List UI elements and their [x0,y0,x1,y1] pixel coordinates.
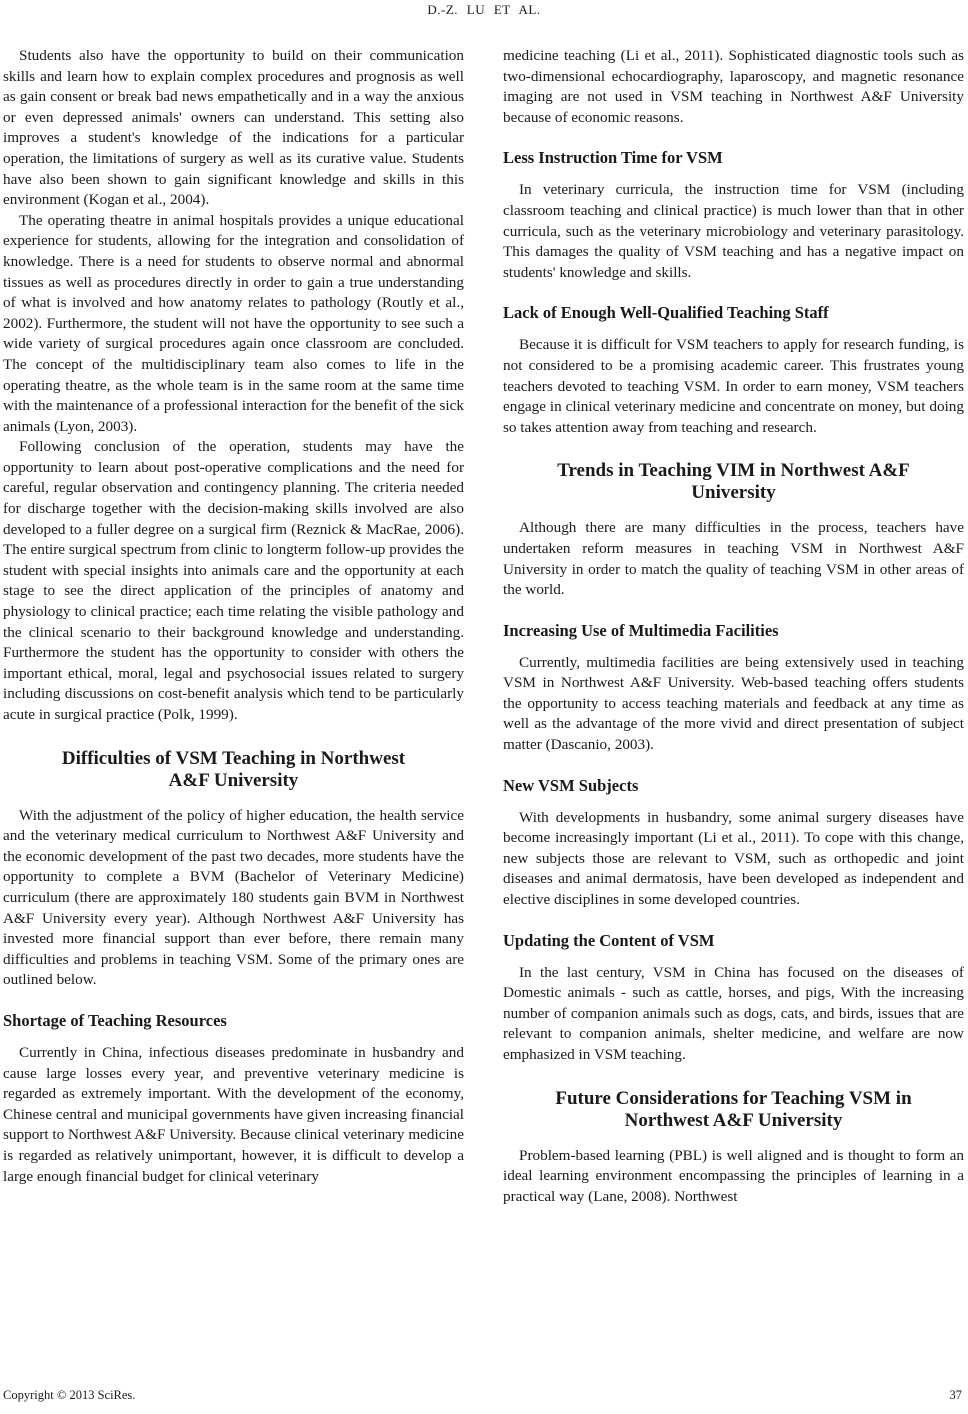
subsection-heading-staff: Lack of Enough Well-Qualified Teaching Staff [503,303,829,323]
heading-line: Northwest A&F University [624,1109,843,1131]
section-heading-future [503,1088,964,1132]
right-column [503,46,964,1207]
heading-line: Future Considerations for Teaching VSM in [555,1087,912,1109]
body-paragraph: With developments in husbandry, some animal surgery diseases have become increasingly important (Li et al., 2011). To cope with this change, new subjects those are relevant to VSM, such as orthopedic and joint diseases and animal dermatosis, have been developed as independent and elective disciplines in some developed countries. [503,808,964,909]
running-head: D.-Z. LU ET AL. [427,2,541,17]
copyright-notice: Copyright © 2013 SciRes. [3,1388,136,1402]
body-paragraph: In veterinary curricula, the instruction time for VSM (including classroom teaching and clinical practice) is much lower than that in other curricula, such as the veterinary microbiology and veterinary parasitology. This damages the quality of VSM teaching and has a negative impact on students' knowledge and skills. [503,181,964,281]
body-paragraph: Students also have the opportunity to build on their communication skills and learn how to explain complex procedures and prognosis as well as gain consent or break bad news empathetically and in a way the anxious or even depressed animals' owners can understand. This setting also improves a student's knowledge of the indications for a particular operation, the limitations of surgery as well as its curative value. Students have also been shown to gain significant knowledge and skills in this environment (Kogan et al., 2004). [3,47,464,209]
subsection-heading-updating: Updating the Content of VSM [503,930,715,950]
section-heading-difficulties [3,748,464,792]
left-column [3,46,464,1187]
body-paragraph: medicine teaching (Li et al., 2011). Sophisticated diagnostic tools such as two-dimensional echocardiography, laparoscopy, and magnetic resonance imaging are not used in VSM teaching in Northwest A&F University because of economic reasons. [503,47,964,126]
body-paragraph: Because it is difficult for VSM teachers to apply for research funding, is not considered to be a promising academic career. This frustrates young teachers devoted to teaching VSM. In order to earn money, VSM teachers engage in clinical veterinary medicine and concentrate on money, but doing so takes attention away from teaching and research. [503,336,964,436]
body-paragraph: Currently, multimedia facilities are being extensively used in teaching VSM in Northwest A&F University. Web-based teaching offers students the opportunity to access teaching materials and feedback at any time as well as the advantage of the more vivid and direct presentation of subject matter (Dascanio, 2003). [503,653,964,754]
body-paragraph: Currently in China, infectious diseases predominate in husbandry and cause large losses every year, and preventive veterinary medicine is regarded as extremely important. With the development of the economy, Chinese central and municipal governments have given increasing financial support to Northwest A&F University. Because clinical veterinary medicine is regarded as relatively unimportant, however, it is difficult to develop a large enough financial budget for clinical veterinary [3,1043,464,1185]
body-paragraph: Although there are many difficulties in the process, teachers have undertaken reform measures in teaching VSM in Northwest A&F University in order to match the quality of teaching VSM in other areas of the world. [503,519,964,599]
body-paragraph: Following conclusion of the operation, students may have the opportunity to learn about post-operative complications and the need for careful, regular observation and contingency planning. The criteria needed for discharge together with the decision-making skills involved are also developed to a fuller degree on a surgical firm (Reznick & MacRae, 2006). The entire surgical spectrum from clinic to longterm follow-up provides the student with special insights into animals care and the opportunity at each stage to see the direct application of the principles of anatomy and physiology to clinical practice; each time relating the visible pathology and the clinical scenario to their background knowledge and understanding. Furthermore the student has the opportunity to consider with others the important ethical, moral, legal and psychosocial issues related to surgery including discussions on cost-benefit analysis which tend to be particularly acute in surgical practice (Polk, 1999). [3,438,464,723]
body-paragraph: With the adjustment of the policy of higher education, the health service and the veterinary medical curriculum to Northwest A&F University and the economic development of the past two decades, more students have the opportunity to complete a BVM (Bachelor of Veterinary Medicine) curriculum (there are approximately 180 students gain BVM in Northwest A&F University every year). Although Northwest A&F University has invested more financial support than ever before, there remain many difficulties and problems in teaching VSM. Some of the primary ones are outlined below. [3,806,464,989]
section-heading-trends [503,460,964,504]
page-number: 37 [949,1388,962,1402]
subsection-heading-multimedia: Increasing Use of Multimedia Facilities [503,620,779,640]
subsection-heading-shortage: Shortage of Teaching Resources [3,1010,227,1030]
heading-line: A&F University [168,769,299,791]
subsection-heading-new-subjects: New VSM Subjects [503,775,639,795]
subsection-heading-less-time: Less Instruction Time for VSM [503,148,723,168]
heading-line: Trends in Teaching VIM in Northwest A&F [557,460,910,482]
body-paragraph: The operating theatre in animal hospitals provides a unique educational experience for students, allowing for the integration and consolidation of knowledge. There is a need for students to observe normal and abnormal tissues as well as procedures directly in order to gain a true understanding of what is involved and how anatomy relates to pathology (Routly et al., 2002). Furthermore, the student will not have the opportunity to see such a wide variety of surgical procedures again once classroom are concluded. The concept of the multidisciplinary team also comes to life in the operating theatre, as the whole team is in the same room at the same time with the maintenance of a professional interaction for the benefit of the sick animals (Lyon, 2003). [3,211,464,435]
body-paragraph: Problem-based learning (PBL) is well aligned and is thought to form an ideal learning environment encompassing the principles of learning in a practical way (Lane, 2008). Northwest [503,1146,964,1205]
body-paragraph: In the last century, VSM in China has focused on the diseases of Domestic animals - such as cattle, horses, and pigs, With the increasing number of companion animals such as dogs, cats, and birds, issues that are relevant to companion animals, shelter medicine, and welfare are now emphasized in VSM teaching. [503,963,964,1063]
heading-line: University [691,482,776,504]
heading-line: Difficulties of VSM Teaching in Northwest [61,747,406,769]
